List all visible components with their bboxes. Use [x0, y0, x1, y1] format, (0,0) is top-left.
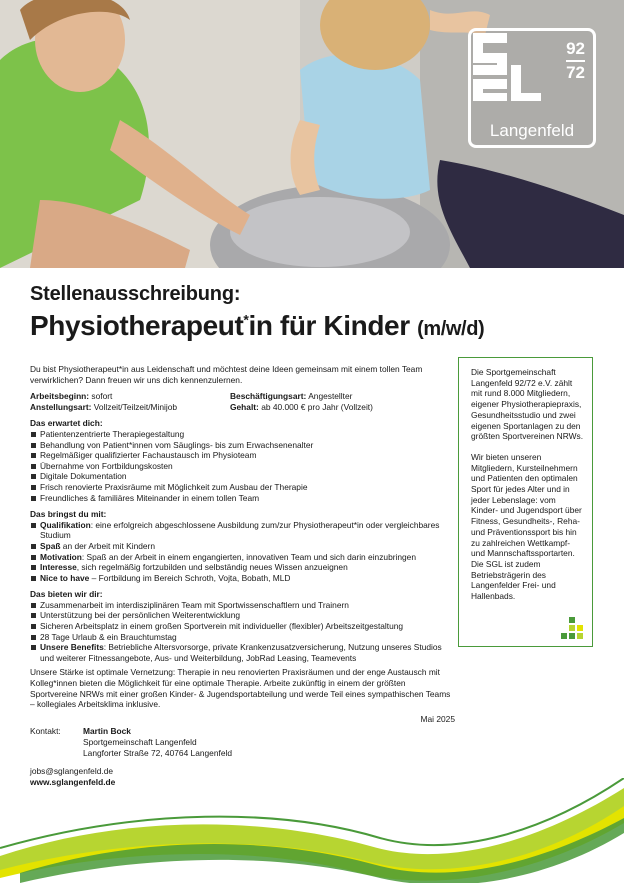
- list-item: Übernahme von Fortbildungskosten: [30, 461, 455, 472]
- bottom-swoosh: [0, 778, 624, 883]
- list-item: Unterstützung bei der persönlichen Weiterentwicklung: [30, 610, 455, 621]
- club-info-para-2: Wir bieten unseren Mitgliedern, Kursteilnehmern und Patienten den optimalen Sport für jedes Alter und in jeder Lebenslage: vom Kinder- und Jugendsport über Fitness, Gesundheits-, Reha- und Präventionssport bis hin zu zahlreichen Wettkampf- und Mannschaftssportarten. Die SGL ist zudem Betriebsträgerin des Langenfelder Frei- und Hallenbads.: [471, 451, 582, 602]
- section-heading-expect: Das erwartet dich:: [30, 418, 103, 429]
- bring-list: [30, 520, 455, 584]
- contact-label: Kontakt:: [30, 726, 61, 737]
- list-item-bold: Spaß: [40, 540, 61, 551]
- fact-type: [230, 391, 455, 402]
- expect-list: [30, 429, 455, 503]
- list-item: Freundliches & familiäres Miteinander in einem tollen Team: [30, 493, 455, 504]
- list-item-bold: Motivation: [40, 551, 82, 562]
- list-item: Behandlung von Patient*innen vom Säuglings- bis zum Erwachsenenalter: [30, 440, 455, 451]
- fact-start: [30, 391, 230, 402]
- logo-number-top: 92: [566, 39, 585, 58]
- job-facts: [30, 391, 455, 412]
- list-item: [30, 573, 455, 584]
- job-title-main: Physiotherapeut: [30, 310, 244, 341]
- list-item: Zusammenarbeit im interdisziplinären Team mit Sportwissenschaftlern und Trainern: [30, 600, 455, 611]
- fact-salary-label: Gehalt:: [230, 401, 259, 412]
- list-item: Regelmäßiger qualifizierter Fachaustausch im Physioteam: [30, 450, 455, 461]
- section-heading-offer: Das bieten wir dir:: [30, 589, 103, 600]
- contact-details: [83, 726, 455, 758]
- job-title-rest: in für Kinder: [248, 310, 410, 341]
- main-column: [30, 364, 455, 787]
- fact-type-label: Beschäftigungsart:: [230, 391, 307, 402]
- sgl-logo: [468, 28, 596, 148]
- contact-block: [30, 726, 455, 758]
- list-item: [30, 552, 455, 563]
- job-title: [30, 310, 484, 342]
- list-item: [30, 541, 455, 552]
- list-item-text: , sich regelmäßig fortzubilden und selbständig neues Wissen anzueignen: [76, 562, 348, 573]
- list-item: Frisch renovierte Praxisräume mit Möglichkeit zum Ausbau der Therapie: [30, 482, 455, 493]
- list-item-text: – Fortbildung im Bereich Schroth, Vojta, Bobath, MLD: [89, 572, 291, 583]
- fact-employment-value: Vollzeit/Teilzeit/Minijob: [93, 401, 178, 412]
- list-item-text: : Spaß an der Arbeit in einem engangierten, innovativen Team und sich darin einzubringen: [81, 551, 417, 562]
- publish-date: Mai 2025: [420, 713, 455, 724]
- list-item: [30, 520, 455, 541]
- logo-city: Langenfeld: [489, 121, 575, 140]
- sgl-logo-mark: [471, 31, 543, 103]
- club-info-box: [458, 357, 593, 647]
- list-item-text: an der Arbeit mit Kindern: [60, 540, 155, 551]
- fact-employment: [30, 402, 230, 413]
- intro-text: Du bist Physiotherapeut*in aus Leidenschaft und möchtest deine Ideen gemeinsam mit einem tollen Team verwirklichen? Dann freuen wir uns dich kennenzulernen.: [30, 364, 423, 385]
- fact-start-value: sofort: [91, 391, 113, 402]
- list-item-bold: Qualifikation: [40, 519, 91, 530]
- job-title-star: *: [243, 311, 249, 328]
- fact-employment-label: Anstellungsart:: [30, 401, 92, 412]
- fact-salary: [230, 402, 455, 413]
- club-info-para-1: Die Sportgemeinschaft Langenfeld 92/72 e.V. zählt mit rund 8.000 Mitgliedern, eigener Physiotherapiepraxis, Gesundheitsstudio und zwei eigenen Sportanlagen zu den größten Sportvereinen NRWs.: [471, 367, 584, 442]
- offer-list: [30, 600, 455, 664]
- section-heading-bring: Das bringst du mit:: [30, 509, 107, 520]
- list-item: Digitale Dokumentation: [30, 471, 455, 482]
- list-item: Patientenzentrierte Therapiegestaltung: [30, 429, 455, 440]
- benefits-text: : Betriebliche Altersvorsorge, private Krankenzusatzversicherung, Nutzung unseres Studios und weiterer Fitnessangebote, Aus- und Weiterbildung, JobRad Leasing, Teamevents: [40, 642, 442, 663]
- header-photo: [0, 0, 624, 268]
- contact-name: Martin Bock: [83, 726, 131, 737]
- list-item-bold: Nice to have: [40, 572, 90, 583]
- logo-number-bottom: 72: [566, 63, 585, 82]
- list-item-text: : eine erfolgreich abgeschlossene Ausbildung zum/zur Physiotherapeut*in oder vergleichbares Studium: [40, 519, 440, 541]
- logo-numbers: [566, 39, 585, 83]
- list-item: [30, 642, 455, 663]
- contact-org: Sportgemeinschaft Langenfeld: [83, 737, 197, 747]
- list-item-bold: Interesse: [40, 562, 77, 573]
- fact-salary-value: ab 40.000 € pro Jahr (Vollzeit): [261, 401, 373, 412]
- job-kicker: Stellenausschreibung:: [30, 283, 241, 305]
- contact-email[interactable]: jobs@sglangenfeld.de: [30, 766, 114, 777]
- contact-website[interactable]: www.sglangenfeld.de: [30, 776, 116, 787]
- benefits-bold: Unsere Benefits: [40, 642, 104, 653]
- decorative-squares-icon: [561, 617, 585, 639]
- fact-type-value: Angestellter: [308, 391, 353, 402]
- closing-text: Unsere Stärke ist optimale Vernetzung: Therapie in neu renovierten Praxisräumen und der enge Austausch mit Kolleg*innen bieten die Möglichkeit für eine optimale Therapie. Arbeite zukünftig in einem der größten Sportvereine NRWs mit einer großen Kinder- & Jugendsportabteilung und werde Teil eines sympathischen Teams – kollegiales Arbeitsklima inklusive.: [30, 667, 451, 710]
- contact-address: Langforter Straße 72, 40764 Langenfeld: [83, 747, 232, 758]
- list-item: Sicheren Arbeitsplatz in einem großen Sportverein mit individueller (flexibler) Arbeitszeitgestaltung: [30, 621, 455, 632]
- list-item: 28 Tage Urlaub & ein Brauchtumstag: [30, 632, 455, 643]
- job-title-suffix: (m/w/d): [417, 318, 485, 340]
- fact-start-label: Arbeitsbeginn:: [30, 391, 90, 402]
- list-item: [30, 562, 455, 573]
